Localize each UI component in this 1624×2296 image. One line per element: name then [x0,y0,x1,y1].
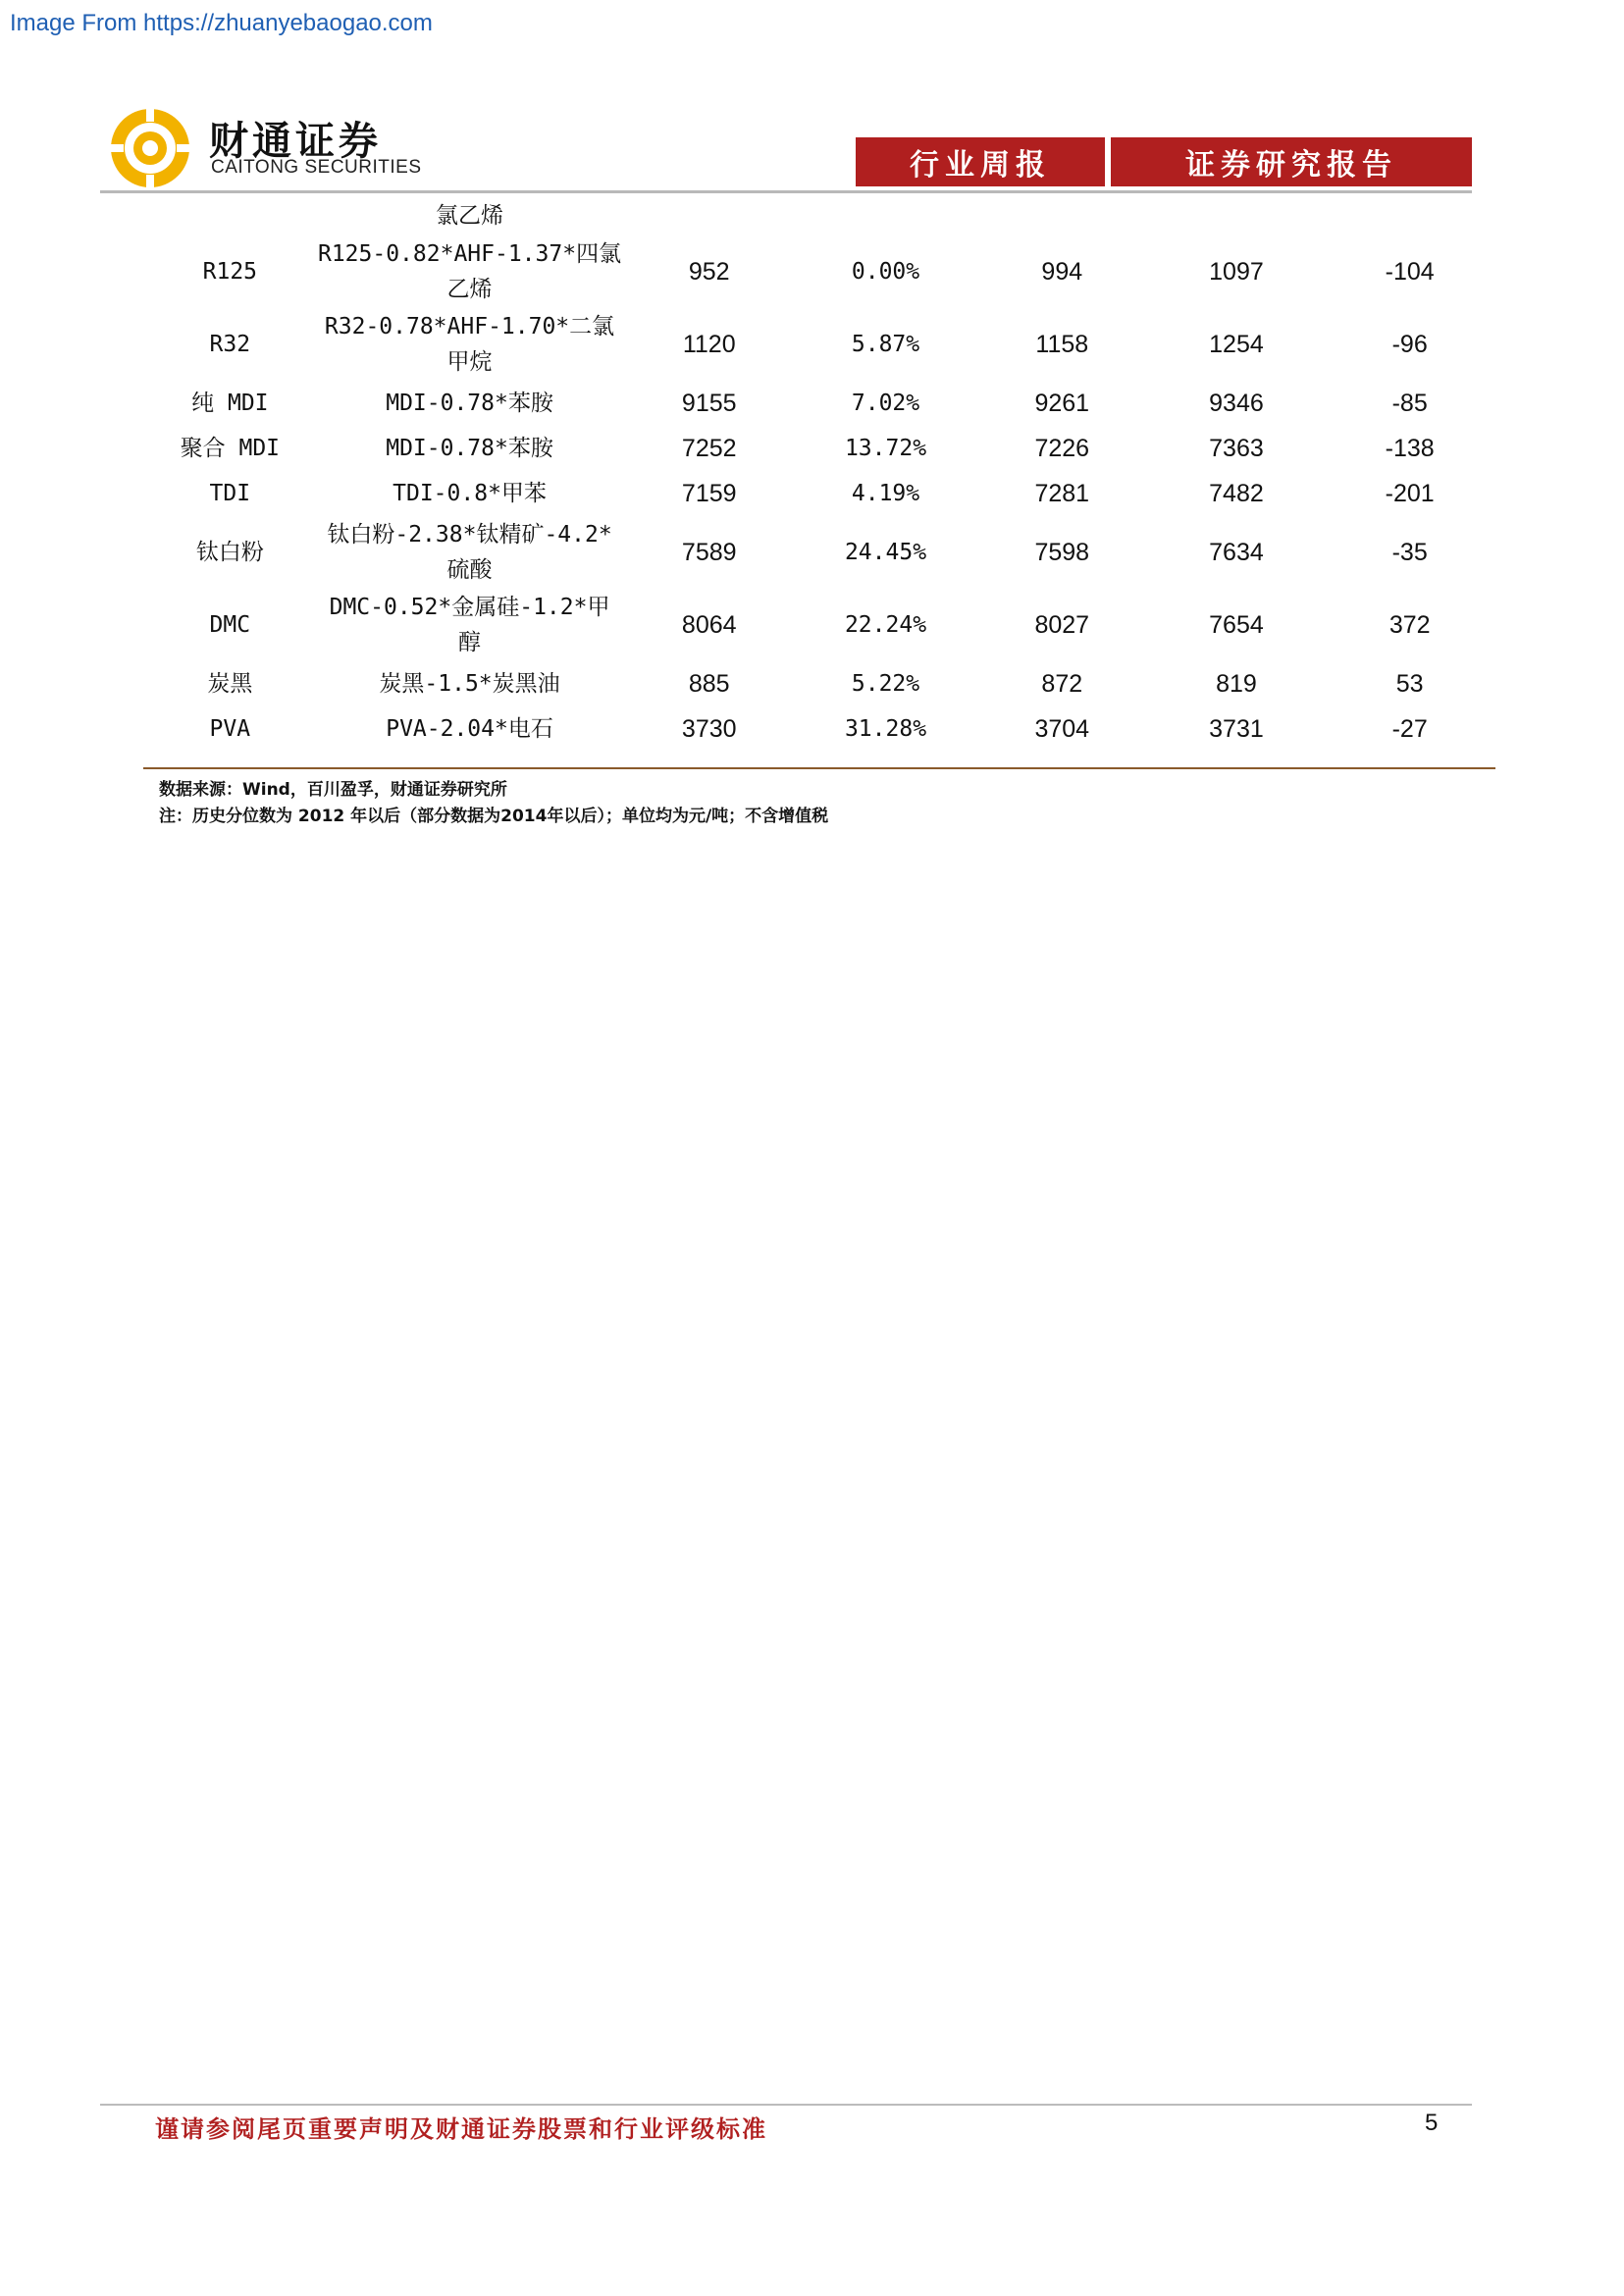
percentile-cell: 7.02% [851,391,920,416]
formula-cell: 氯乙烯 [436,203,504,229]
table-row-continuation [143,196,1495,235]
percentile-cell: 5.87% [851,332,920,357]
footer-divider [100,2104,1472,2106]
value-cell: 1120 [682,331,736,358]
percentile-cell: 0.00% [851,259,920,285]
change-cell: -96 [1391,331,1428,358]
formula-cell: PVA-2.04*电石 [386,716,553,742]
table-row [143,235,1495,308]
value-cell: 9261 [1034,390,1090,417]
table-row [143,661,1495,706]
change-cell: 53 [1395,670,1424,698]
value-cell: 3704 [1034,715,1090,743]
product-cell: 纯 MDI [191,391,269,416]
table-row [143,589,1495,661]
change-cell: -104 [1385,258,1435,286]
product-cell: R125 [202,259,258,285]
formula-cell: R125-0.82*AHF-1.37*四氯 乙烯 [317,241,622,302]
value-cell: 819 [1216,670,1257,698]
change-cell: -27 [1391,715,1428,743]
percentile-cell: 5.22% [851,671,920,697]
value-cell: 9346 [1209,390,1264,417]
source-link[interactable]: Image From https://zhuanyebaogao.com [10,10,433,36]
value-cell: 3730 [681,715,737,743]
value-cell: 1158 [1035,331,1089,358]
brand-name-en: CAITONG SECURITIES [211,157,422,178]
table-row [143,471,1495,516]
product-cell: 炭黑 [207,671,253,697]
industry-weekly-tag: 行业周报 [856,137,1105,186]
change-cell: 372 [1388,611,1431,639]
brand-name-cn: 财通证券 [209,119,382,164]
product-cell: TDI [209,481,251,506]
percentile-cell: 22.24% [844,612,927,638]
value-cell: 7363 [1209,435,1264,462]
table-row [143,308,1495,381]
value-cell: 8027 [1034,611,1090,639]
table-row [143,516,1495,589]
formula-cell: R32-0.78*AHF-1.70*二氯 甲烷 [324,314,615,375]
page-number: 5 [1425,2110,1439,2136]
product-cell: 钛白粉 [195,540,264,565]
value-cell: 885 [688,670,730,698]
formula-cell: 钛白粉-2.38*钛精矿-4.2* 硫酸 [327,522,612,583]
formula-cell: MDI-0.78*苯胺 [386,391,553,416]
formula-cell: MDI-0.78*苯胺 [386,436,553,461]
formula-cell: TDI-0.8*甲苯 [393,481,547,506]
value-cell: 7226 [1034,435,1090,462]
percentile-cell: 24.45% [844,540,927,565]
product-cell: R32 [209,332,251,357]
value-cell: 7159 [681,480,737,507]
value-cell: 7634 [1209,539,1264,566]
value-cell: 952 [688,258,730,286]
value-cell: 994 [1041,258,1083,286]
value-cell: 7589 [681,539,737,566]
change-cell: -138 [1385,435,1435,462]
value-cell: 1097 [1209,258,1264,286]
value-cell: 1254 [1209,331,1264,358]
value-cell: 7654 [1209,611,1264,639]
percentile-cell: 4.19% [851,481,920,506]
securities-research-report-tag: 证券研究报告 [1111,137,1472,186]
product-cell: PVA [209,716,251,742]
change-cell: -85 [1391,390,1428,417]
value-cell: 3731 [1209,715,1264,743]
price-spread-table [143,196,1495,752]
formula-cell: DMC-0.52*金属硅-1.2*甲 醇 [329,595,610,655]
product-cell: 聚合 MDI [180,436,281,461]
percentile-cell: 13.72% [844,436,927,461]
product-cell: DMC [209,612,251,638]
footer-disclaimer: 谨请参阅尾页重要声明及财通证券股票和行业评级标准 [155,2114,767,2143]
table-row [143,381,1495,426]
value-cell: 872 [1041,670,1083,698]
value-cell: 8064 [681,611,737,639]
table-bottom-rule [143,767,1495,769]
header-divider [100,190,1472,193]
percentile-cell: 31.28% [844,716,927,742]
value-cell: 9155 [681,390,737,417]
value-cell: 7482 [1209,480,1264,507]
caitong-logo-icon [106,106,194,190]
change-cell: -201 [1385,480,1435,507]
change-cell: -35 [1391,539,1428,566]
formula-cell: 炭黑-1.5*炭黑油 [379,671,560,697]
methodology-note: 注：历史分位数为 2012 年以后（部分数据为2014年以后）；单位均为元/吨；不含增值税 [159,807,829,826]
table-row [143,706,1495,752]
value-cell: 7281 [1034,480,1090,507]
value-cell: 7252 [681,435,737,462]
table-notes [159,777,828,830]
value-cell: 7598 [1034,539,1090,566]
data-source-note: 数据来源：Wind，百川盈孚，财通证券研究所 [159,780,507,800]
table-row [143,426,1495,471]
